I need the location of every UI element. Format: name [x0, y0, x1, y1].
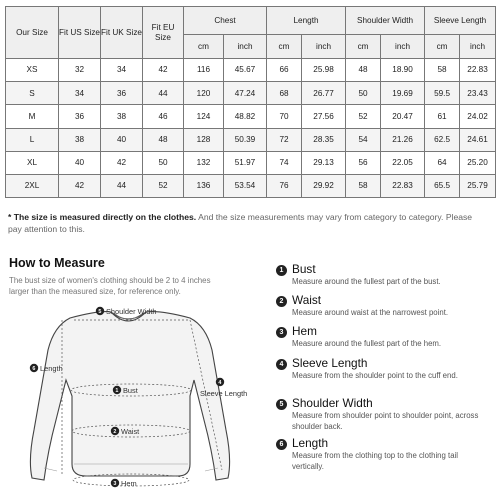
header-shoulder-width: Shoulder Width [346, 7, 425, 35]
shoulder-inch-cell: 21.26 [381, 128, 425, 151]
step-title: Hem [292, 324, 317, 338]
length-inch-cell: 28.35 [302, 128, 346, 151]
length-inch-cell: 29.13 [302, 151, 346, 174]
shoulder-cm-cell: 52 [346, 105, 381, 128]
header-chest: Chest [184, 7, 267, 35]
step-number-badge: 3 [276, 327, 287, 338]
us-size-cell: 38 [59, 128, 101, 151]
shoulder-inch-cell: 20.47 [381, 105, 425, 128]
chest-cm-cell: 116 [184, 59, 224, 82]
sleeve-inch-cell: 25.79 [460, 174, 496, 197]
chest-inch-cell: 47.24 [224, 82, 267, 105]
size-cell: L [6, 128, 59, 151]
header-unit-cm: cm [346, 35, 381, 59]
step-number-badge: 1 [276, 265, 287, 276]
chest-cm-cell: 124 [184, 105, 224, 128]
us-size-cell: 34 [59, 82, 101, 105]
chest-inch-cell: 50.39 [224, 128, 267, 151]
header-unit-inch: inch [460, 35, 496, 59]
chest-cm-cell: 128 [184, 128, 224, 151]
chest-inch-cell: 51.97 [224, 151, 267, 174]
sleeve-inch-cell: 22.83 [460, 59, 496, 82]
shoulder-inch-cell: 22.05 [381, 151, 425, 174]
header-unit-cm: cm [425, 35, 460, 59]
sleeve-cm-cell: 65.5 [425, 174, 460, 197]
step-number-badge: 4 [276, 359, 287, 370]
bust-badge-number: 1 [115, 388, 119, 394]
eu-size-cell: 48 [143, 128, 184, 151]
sleeve-cm-cell: 59.5 [425, 82, 460, 105]
table-row [6, 151, 496, 174]
shoulder-cm-cell: 50 [346, 82, 381, 105]
header-fit-uk: Fit UK Size [101, 7, 143, 59]
header-unit-cm: cm [267, 35, 302, 59]
chest-inch-cell: 53.54 [224, 174, 267, 197]
header-unit-cm: cm [184, 35, 224, 59]
uk-size-cell: 40 [101, 128, 143, 151]
table-row [6, 128, 496, 151]
chest-cm-cell: 132 [184, 151, 224, 174]
header-sleeve-length: Sleeve Length [425, 7, 496, 35]
header-fit-eu: Fit EU Size [143, 7, 184, 59]
shoulder-inch-cell: 18.90 [381, 59, 425, 82]
shoulder-width-label: Shoulder Width [106, 307, 157, 316]
sweater-illustration [0, 300, 262, 500]
note-rest: And the size measurements may vary from category to category. Please pay attention to this. [8, 212, 473, 234]
step-description: Measure around waist at the narrowest point. [292, 308, 449, 317]
size-cell: 2XL [6, 174, 59, 197]
shoulder-cm-cell: 48 [346, 59, 381, 82]
sleeve-cm-cell: 58 [425, 59, 460, 82]
sleeve-inch-cell: 24.02 [460, 105, 496, 128]
sleeve-cm-cell: 62.5 [425, 128, 460, 151]
step-description: Measure from the shoulder point to the cuff end. [292, 371, 458, 380]
size-chart-table [5, 6, 496, 198]
step-description: Measure around the fullest part of the bust. [292, 277, 441, 286]
how-to-measure-title: How to Measure [9, 256, 105, 270]
size-cell: S [6, 82, 59, 105]
size-cell: XL [6, 151, 59, 174]
header-unit-inch: inch [224, 35, 267, 59]
length-cm-cell: 76 [267, 174, 302, 197]
uk-size-cell: 38 [101, 105, 143, 128]
header-length: Length [267, 7, 346, 35]
length-inch-cell: 26.77 [302, 82, 346, 105]
measurement-note [8, 211, 488, 235]
table-row [6, 82, 496, 105]
sleeve-length-label: Sleeve Length [200, 389, 248, 398]
length-inch-cell: 25.98 [302, 59, 346, 82]
hem-badge-number: 3 [113, 481, 117, 487]
length-label: Length [40, 364, 63, 373]
step-description: Measure from the clothing top to the clothing tail vertically. [292, 451, 458, 471]
length-inch-cell: 27.56 [302, 105, 346, 128]
waist-badge-number: 2 [113, 429, 117, 435]
step-title: Bust [292, 262, 316, 276]
table-row [6, 59, 496, 82]
hem-label: Hem [121, 479, 137, 488]
length-cm-cell: 70 [267, 105, 302, 128]
uk-size-cell: 44 [101, 174, 143, 197]
us-size-cell: 36 [59, 105, 101, 128]
step-title: Sleeve Length [292, 356, 368, 370]
step-number-badge: 5 [276, 399, 287, 410]
length-cm-cell: 66 [267, 59, 302, 82]
sweater-measurement-diagram [0, 300, 262, 500]
eu-size-cell: 44 [143, 82, 184, 105]
header-fit-us: Fit US Size [59, 7, 101, 59]
shoulder-cm-cell: 56 [346, 151, 381, 174]
us-size-cell: 42 [59, 174, 101, 197]
uk-size-cell: 42 [101, 151, 143, 174]
eu-size-cell: 50 [143, 151, 184, 174]
shoulder-inch-cell: 19.69 [381, 82, 425, 105]
sleeve-inch-cell: 23.43 [460, 82, 496, 105]
step-title: Length [292, 436, 329, 450]
step-description: Measure around the fullest part of the hem. [292, 339, 442, 348]
length-badge-number: 6 [32, 366, 36, 372]
size-cell: XS [6, 59, 59, 82]
us-size-cell: 32 [59, 59, 101, 82]
step-title: Shoulder Width [292, 396, 373, 410]
eu-size-cell: 42 [143, 59, 184, 82]
length-inch-cell: 29.92 [302, 174, 346, 197]
chest-cm-cell: 136 [184, 174, 224, 197]
sleeve-cm-cell: 64 [425, 151, 460, 174]
length-cm-cell: 74 [267, 151, 302, 174]
uk-size-cell: 36 [101, 82, 143, 105]
sleeve-badge-number: 4 [218, 380, 222, 386]
step-description: Measure from shoulder point to shoulder point, across shoulder back. [292, 411, 479, 431]
shoulder-badge-number: 5 [98, 309, 102, 315]
sleeve-inch-cell: 24.61 [460, 128, 496, 151]
length-cm-cell: 72 [267, 128, 302, 151]
step-number-badge: 2 [276, 296, 287, 307]
header-unit-inch: inch [381, 35, 425, 59]
shoulder-cm-cell: 54 [346, 128, 381, 151]
eu-size-cell: 52 [143, 174, 184, 197]
header-our-size: Our Size [6, 7, 59, 59]
uk-size-cell: 34 [101, 59, 143, 82]
note-bold: * The size is measured directly on the clothes. [8, 212, 197, 222]
chest-inch-cell: 45.67 [224, 59, 267, 82]
size-cell: M [6, 105, 59, 128]
sleeve-cm-cell: 61 [425, 105, 460, 128]
length-cm-cell: 68 [267, 82, 302, 105]
waist-label: Waist [121, 427, 140, 436]
chest-cm-cell: 120 [184, 82, 224, 105]
how-to-measure-description: The bust size of women's clothing should be 2 to 4 inches larger than the measured size, for reference only. [9, 276, 211, 296]
step-number-badge: 6 [276, 439, 287, 450]
chest-inch-cell: 48.82 [224, 105, 267, 128]
sleeve-inch-cell: 25.20 [460, 151, 496, 174]
shoulder-cm-cell: 58 [346, 174, 381, 197]
header-unit-inch: inch [302, 35, 346, 59]
us-size-cell: 40 [59, 151, 101, 174]
bust-label: Bust [123, 386, 138, 395]
table-row [6, 105, 496, 128]
shoulder-inch-cell: 22.83 [381, 174, 425, 197]
eu-size-cell: 46 [143, 105, 184, 128]
table-row [6, 174, 496, 197]
step-title: Waist [292, 293, 322, 307]
